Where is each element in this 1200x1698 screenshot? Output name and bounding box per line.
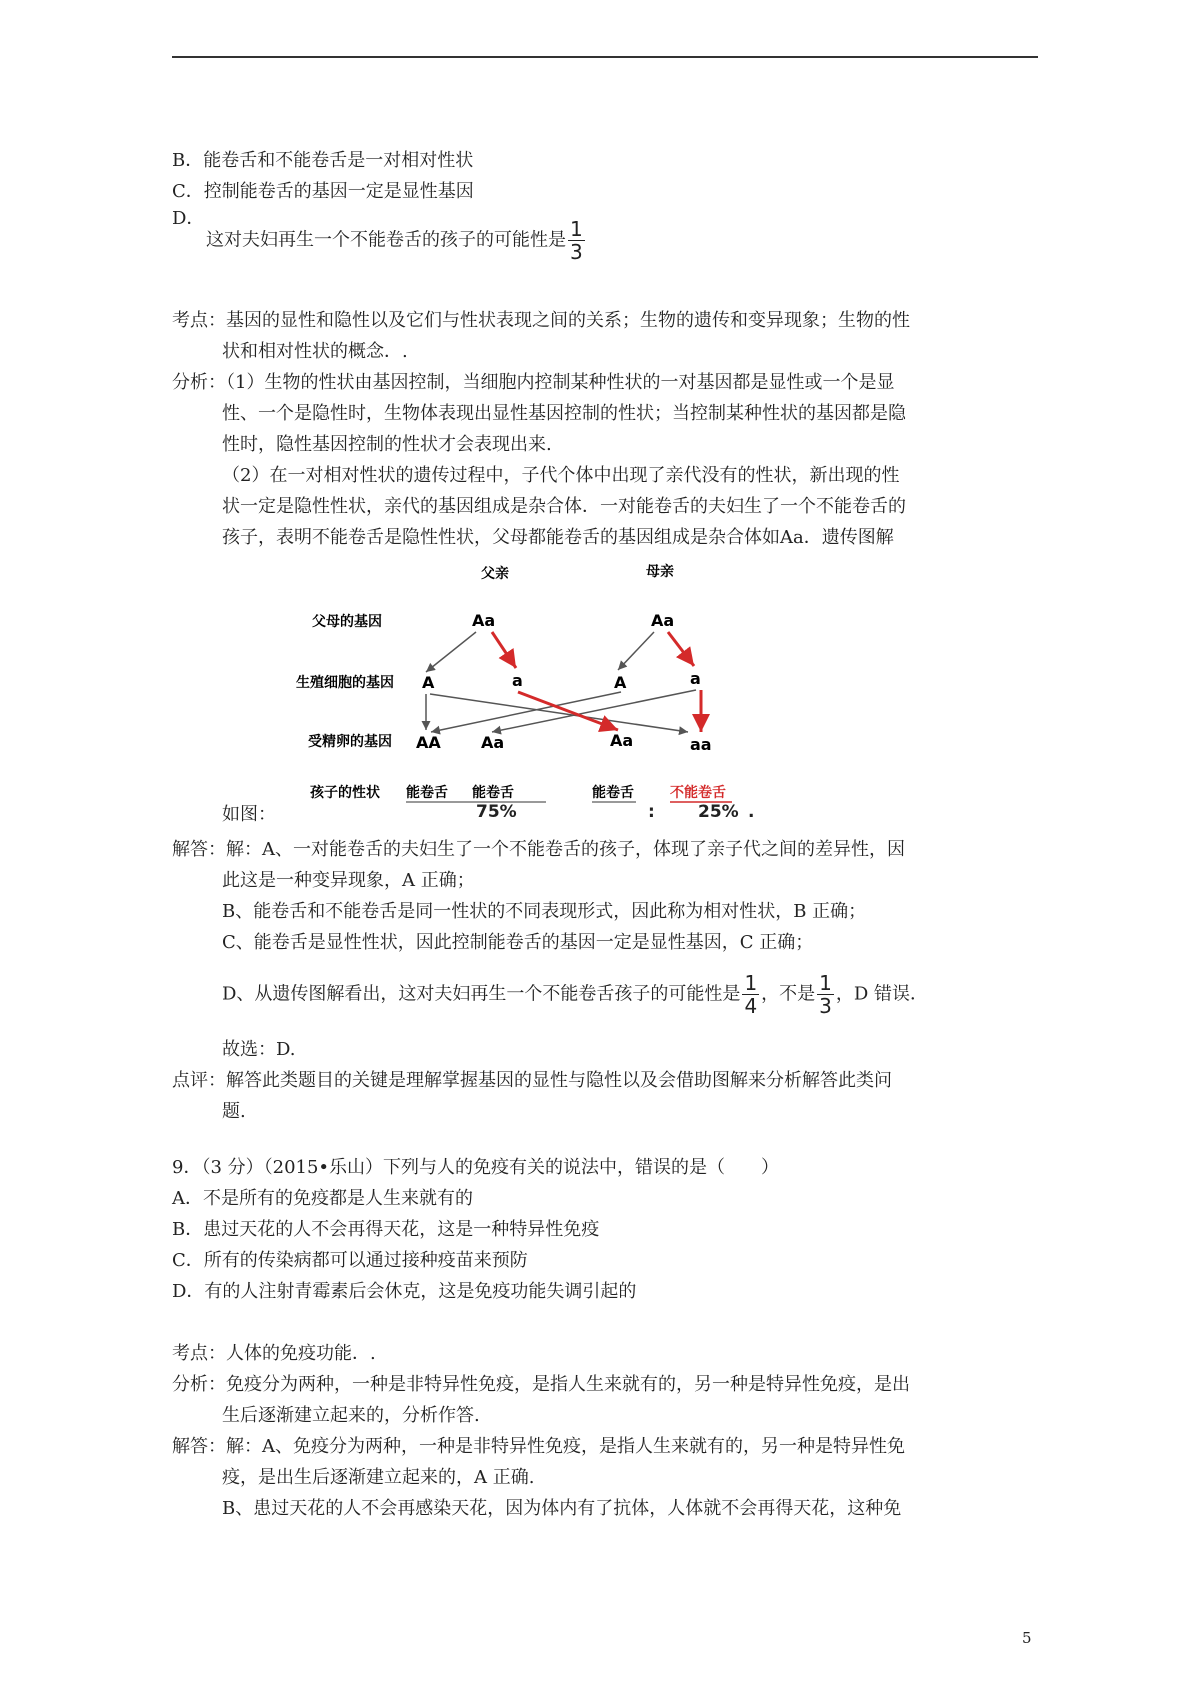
arrow-mother-a (668, 632, 694, 666)
kaodian-1-line2: 状和相对性状的概念．. (222, 341, 408, 362)
ratio-recessive: 25% (698, 802, 739, 822)
fenxi-1-line1: 分析：（1）生物的性状由基因控制，当细胞内控制某种性状的一对基因都是显性或一个是显 (172, 372, 895, 393)
fenxi-1-line2: 性、一个是隐性时，生物体表现出显性基因控制的性状；当控制某种性状的基因都是隐 (222, 403, 906, 424)
question-9-option-d: D．有的人注射青霉素后会休克，这是免疫功能失调引起的 (172, 1281, 637, 1302)
fraction-denominator: 3 (570, 240, 583, 264)
fraction-one-third (817, 972, 834, 1017)
trait-4-recessive: 不能卷舌 (670, 785, 726, 801)
fenxi-1-line6: 孩子，表明不能卷舌是隐性性状，父母都能卷舌的基因组成是杂合体如Aa．遗传图解 (222, 527, 894, 548)
gamete-father-a: a (512, 671, 523, 690)
fraction-numerator: 1 (570, 217, 583, 241)
fenxi-1-line7: 如图： (222, 804, 276, 825)
ratio-colon: : (648, 802, 655, 822)
arrow-father-a (492, 632, 516, 668)
mother-label: 母亲 (646, 564, 674, 580)
arrow-mother-A (618, 632, 654, 670)
jieda-2-line3: B、患过天花的人不会再感染天花，因为体内有了抗体，人体就不会再得天花，这种免 (222, 1498, 902, 1519)
trait-1: 能卷舌 (406, 785, 448, 801)
kaodian-1-line1: 考点：基因的显性和隐性以及它们与性状表现之间的关系；生物的遗传和变异现象；生物的性 (172, 310, 910, 331)
gamete-mother-a: a (690, 669, 701, 688)
question-9-option-b: B．患过天花的人不会再得天花，这是一种特异性免疫 (172, 1219, 600, 1240)
row-label-gametes: 生殖细胞的基因 (296, 675, 394, 691)
gamete-father-A: A (422, 673, 435, 692)
question-9-option-a: A．不是所有的免疫都是人生来就有的 (172, 1188, 473, 1209)
fenxi-1-line4: （2）在一对相对性状的遗传过程中，子代个体中出现了亲代没有的性状，新出现的性 (222, 465, 900, 486)
ratio-end-mark: . (748, 802, 755, 822)
row-label-parents: 父母的基因 (312, 614, 382, 630)
zygote-Aa-1: Aa (481, 733, 505, 752)
jieda-1-line5-c: ，D 错误． (835, 983, 929, 1005)
fenxi-2-line1: 分析：免疫分为两种，一种是非特异性免疫，是指人生来就有的，另一种是特异性免疫，是出 (172, 1374, 910, 1395)
arrow-father-A (426, 632, 476, 672)
option-d-text: 这对夫妇再生一个不能卷舌的孩子的可能性是 (206, 229, 566, 251)
trait-3: 能卷舌 (592, 785, 634, 801)
zygote-AA: AA (416, 733, 441, 752)
fenxi-1-line3: 性时，隐性基因控制的性状才会表现出来. (222, 434, 552, 455)
zygote-aa: aa (690, 735, 712, 754)
trait-2: 能卷舌 (472, 785, 514, 801)
fraction-one-quarter (742, 972, 759, 1017)
jieda-1-line5-a: D、从遗传图解看出，这对夫妇再生一个不能卷舌孩子的可能性是 (222, 983, 741, 1005)
jieda-2-line2: 疫，是出生后逐渐建立起来的，A 正确. (222, 1467, 535, 1488)
option-d-fraction (568, 218, 585, 263)
jieda-2-line1: 解答：解：A、免疫分为两种，一种是非特异性免疫，是指人生来就有的，另一种是特异性免 (172, 1436, 905, 1457)
question-9-stem: 9．（3 分）（2015•乐山）下列与人的免疫有关的说法中，错误的是（ ） (172, 1157, 780, 1178)
parent-genotype-mother: Aa (651, 611, 675, 630)
option-b: B．能卷舌和不能卷舌是一对相对性状 (172, 150, 474, 171)
option-d (206, 218, 587, 263)
jieda-1-line5 (222, 972, 928, 1017)
jieda-1-line6: 故选：D. (222, 1039, 296, 1060)
dianping-1-line2: 题. (222, 1101, 246, 1122)
line-a-Aa-1 (492, 690, 696, 732)
jieda-1-line1: 解答：解：A、一对能卷舌的夫妇生了一个不能卷舌的孩子，体现了亲子代之间的差异性，因 (172, 839, 905, 860)
dianping-1-line1: 点评：解答此类题目的关键是理解掌握基因的显性与隐性以及会借助图解来分析解答此类问 (172, 1070, 892, 1091)
header-rule (172, 56, 1038, 58)
fraction-denominator: 4 (744, 994, 758, 1018)
fraction-denominator: 3 (819, 994, 832, 1018)
option-d-prefix: D． (172, 208, 205, 229)
fraction-numerator: 1 (744, 971, 758, 995)
option-c: C．控制能卷舌的基因一定是显性基因 (172, 181, 474, 202)
parent-genotype-father: Aa (472, 611, 496, 630)
kaodian-2-line1: 考点：人体的免疫功能．. (172, 1343, 376, 1364)
jieda-1-line5-b: ，不是 (761, 983, 816, 1005)
genetic-diagram (296, 560, 736, 810)
row-label-trait: 孩子的性状 (310, 785, 380, 801)
fenxi-2-line2: 生后逐渐建立起来的，分析作答. (222, 1405, 480, 1426)
jieda-1-line3: B、能卷舌和不能卷舌是同一性状的不同表现形式，因此称为相对性状，B 正确； (222, 901, 867, 922)
fraction-numerator: 1 (819, 971, 832, 995)
jieda-1-line2: 此这是一种变异现象，A 正确； (222, 870, 475, 891)
page-number: 5 (1022, 1629, 1032, 1647)
ratio-dominant: 75% (476, 802, 517, 822)
row-label-zygote: 受精卵的基因 (308, 734, 392, 750)
fenxi-1-line5: 状一定是隐性性状，亲代的基因组成是杂合体．一对能卷舌的夫妇生了一个不能卷舌的 (222, 496, 906, 517)
zygote-Aa-2: Aa (610, 731, 634, 750)
jieda-1-line4: C、能卷舌是显性性状，因此控制能卷舌的基因一定是显性基因，C 正确； (222, 932, 814, 953)
question-9-option-c: C．所有的传染病都可以通过接种疫苗来预防 (172, 1250, 528, 1271)
father-label: 父亲 (481, 566, 509, 582)
gamete-mother-A: A (614, 673, 627, 692)
